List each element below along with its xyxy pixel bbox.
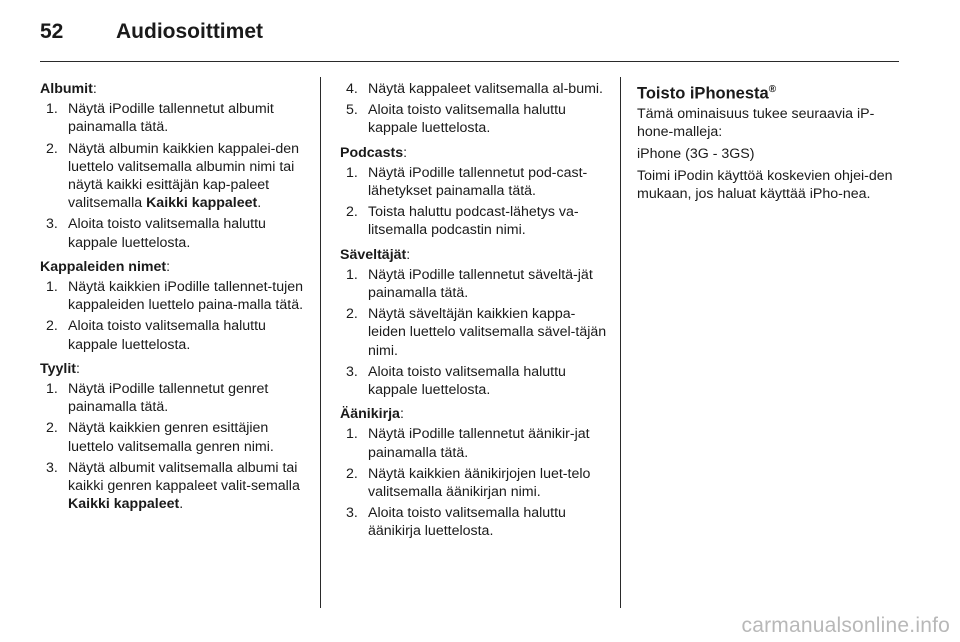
list-item [340,266,608,302]
item-number: 4. [346,81,358,97]
list-albumit-continued [340,80,608,138]
list-item [340,425,608,461]
item-number: 1. [46,279,58,296]
list-tyylit [40,380,308,513]
section-tyylit: Tyylit: [40,360,80,377]
item-number: 2. [46,318,58,335]
header-divider [40,61,899,62]
item-number: 1. [346,266,358,283]
item-text-tail: . [257,195,262,212]
item-text-tail: . [179,496,184,513]
section-albumit: Albumit: [40,81,97,97]
item-text: Aloita toisto valitsemalla haluttu kappale luettelosta. [68,216,266,251]
list-item [40,278,308,314]
list-item [340,305,608,360]
item-number: 2. [346,306,358,323]
paragraph: Tämä ominaisuus tukee seuraavia iP-hone-malleja: [637,105,875,140]
registered-mark: ® [768,84,777,95]
page-title: Audiosoittimet [116,20,263,43]
item-number: 1. [46,381,58,398]
watermark: carmanualsonline.info [741,614,950,637]
section-label-albumit: Albumit [40,81,93,97]
item-number: 3. [46,216,58,233]
section-kappaleiden-nimet: Kappaleiden nimet: [40,258,171,275]
item-text: Näytä kaikkien genren esittäjien luettelo valitsemalla genren nimi. [68,420,274,455]
item-text: Näytä kaikkien iPodille tallennet-tujen kappaleiden luettelo paina-malla tätä. [68,279,304,314]
section-aanikirja: Äänikirja: [340,406,404,423]
list-item [340,504,608,540]
item-text: Aloita toisto valitsemalla haluttu kappale luettelosta. [368,102,566,137]
item-text: Näytä kaikkien äänikirjojen luet-telo valitsemalla äänikirjan nimi. [368,465,591,501]
section-label-tyylit: Tyylit [40,360,77,377]
column-divider-2 [620,77,621,608]
item-number: 2. [346,465,358,482]
item-text: Toista haluttu podcast-lähetys va-litsemalla podcastin nimi. [368,204,579,239]
item-text: Näytä albumin kaikkien kappalei-den luettelo valitsemalla albumin nimi tai näytä kaikki esittäjän kap-paleet valitsemalla [68,140,300,212]
list-item [40,317,308,353]
page-header [40,20,263,44]
section-label-saveltajat: Säveltäjät [340,246,407,263]
item-number: 2. [46,420,58,437]
list-item [340,363,608,399]
paragraph: Toimi iPodin käyttöä koskevien ohjei-den mukaan, jos haluat käyttää iPho-nea. [637,168,893,203]
section-heading-iphone [637,80,903,104]
list-item [40,419,308,455]
list-item [40,459,308,514]
list-item [340,80,608,98]
list-kappaleiden-nimet [40,278,308,354]
list-aanikirja [340,425,608,540]
item-number: 2. [46,140,58,157]
column-3 [637,80,903,208]
item-number: 1. [346,426,358,443]
section-saveltajat: Säveltäjät: [340,246,411,263]
section-label-podcasts: Podcasts [340,144,404,161]
item-text: Näytä kappaleet valitsemalla al-bumi. [368,81,603,97]
item-number: 2. [346,204,358,221]
item-text: Näytä iPodille tallennetut albumit painamalla tätä. [68,101,274,136]
section-podcasts: Podcasts: [340,144,408,161]
list-item [340,465,608,501]
heading-text: Toisto iPhonesta [637,84,769,103]
item-bold-text: Kaikki kappaleet [146,195,258,212]
item-bold-text: Kaikki kappaleet [68,496,180,513]
list-item [340,101,608,137]
list-item [40,140,308,213]
item-number: 3. [346,505,358,522]
list-item [340,164,608,200]
item-text: Aloita toisto valitsemalla haluttu kappale luettelosta. [68,318,266,353]
item-number: 1. [46,101,58,118]
column-2 [340,80,608,547]
page-number: 52 [40,20,64,43]
item-text: Näytä iPodille tallennetut genret painamalla tätä. [68,381,269,416]
section-label-kappaleiden-nimet: Kappaleiden nimet [40,258,167,275]
item-number: 3. [46,459,58,476]
item-text: Näytä säveltäjän kaikkien kappa-leiden luettelo valitsemalla sävel-täjän nimi. [368,306,607,359]
item-text: Näytä iPodille tallennetut pod-cast-lähetykset painamalla tätä. [368,164,588,200]
list-item [40,215,308,251]
list-item [40,100,308,136]
column-1 [40,80,308,519]
paragraph: iPhone (3G - 3GS) [637,145,755,162]
item-text: Aloita toisto valitsemalla haluttu äänikirja luettelosta. [368,505,566,540]
item-number: 1. [346,164,358,181]
list-albumit [40,100,308,252]
item-text: Aloita toisto valitsemalla haluttu kappale luettelosta. [368,363,566,399]
item-text: Näytä iPodille tallennetut säveltä-jät painamalla tätä. [368,266,593,302]
item-number: 3. [346,363,358,380]
item-text: Näytä albumit valitsemalla albumi tai kaikki genren kappaleet valit-semalla [68,459,300,495]
list-item [40,380,308,416]
item-number: 5. [346,102,358,119]
column-divider-1 [320,77,321,608]
list-podcasts [340,164,608,240]
item-text: Näytä iPodille tallennetut äänikir-jat painamalla tätä. [368,426,590,461]
list-saveltajat [340,266,608,399]
list-item [340,203,608,239]
section-label-aanikirja: Äänikirja [340,406,400,423]
